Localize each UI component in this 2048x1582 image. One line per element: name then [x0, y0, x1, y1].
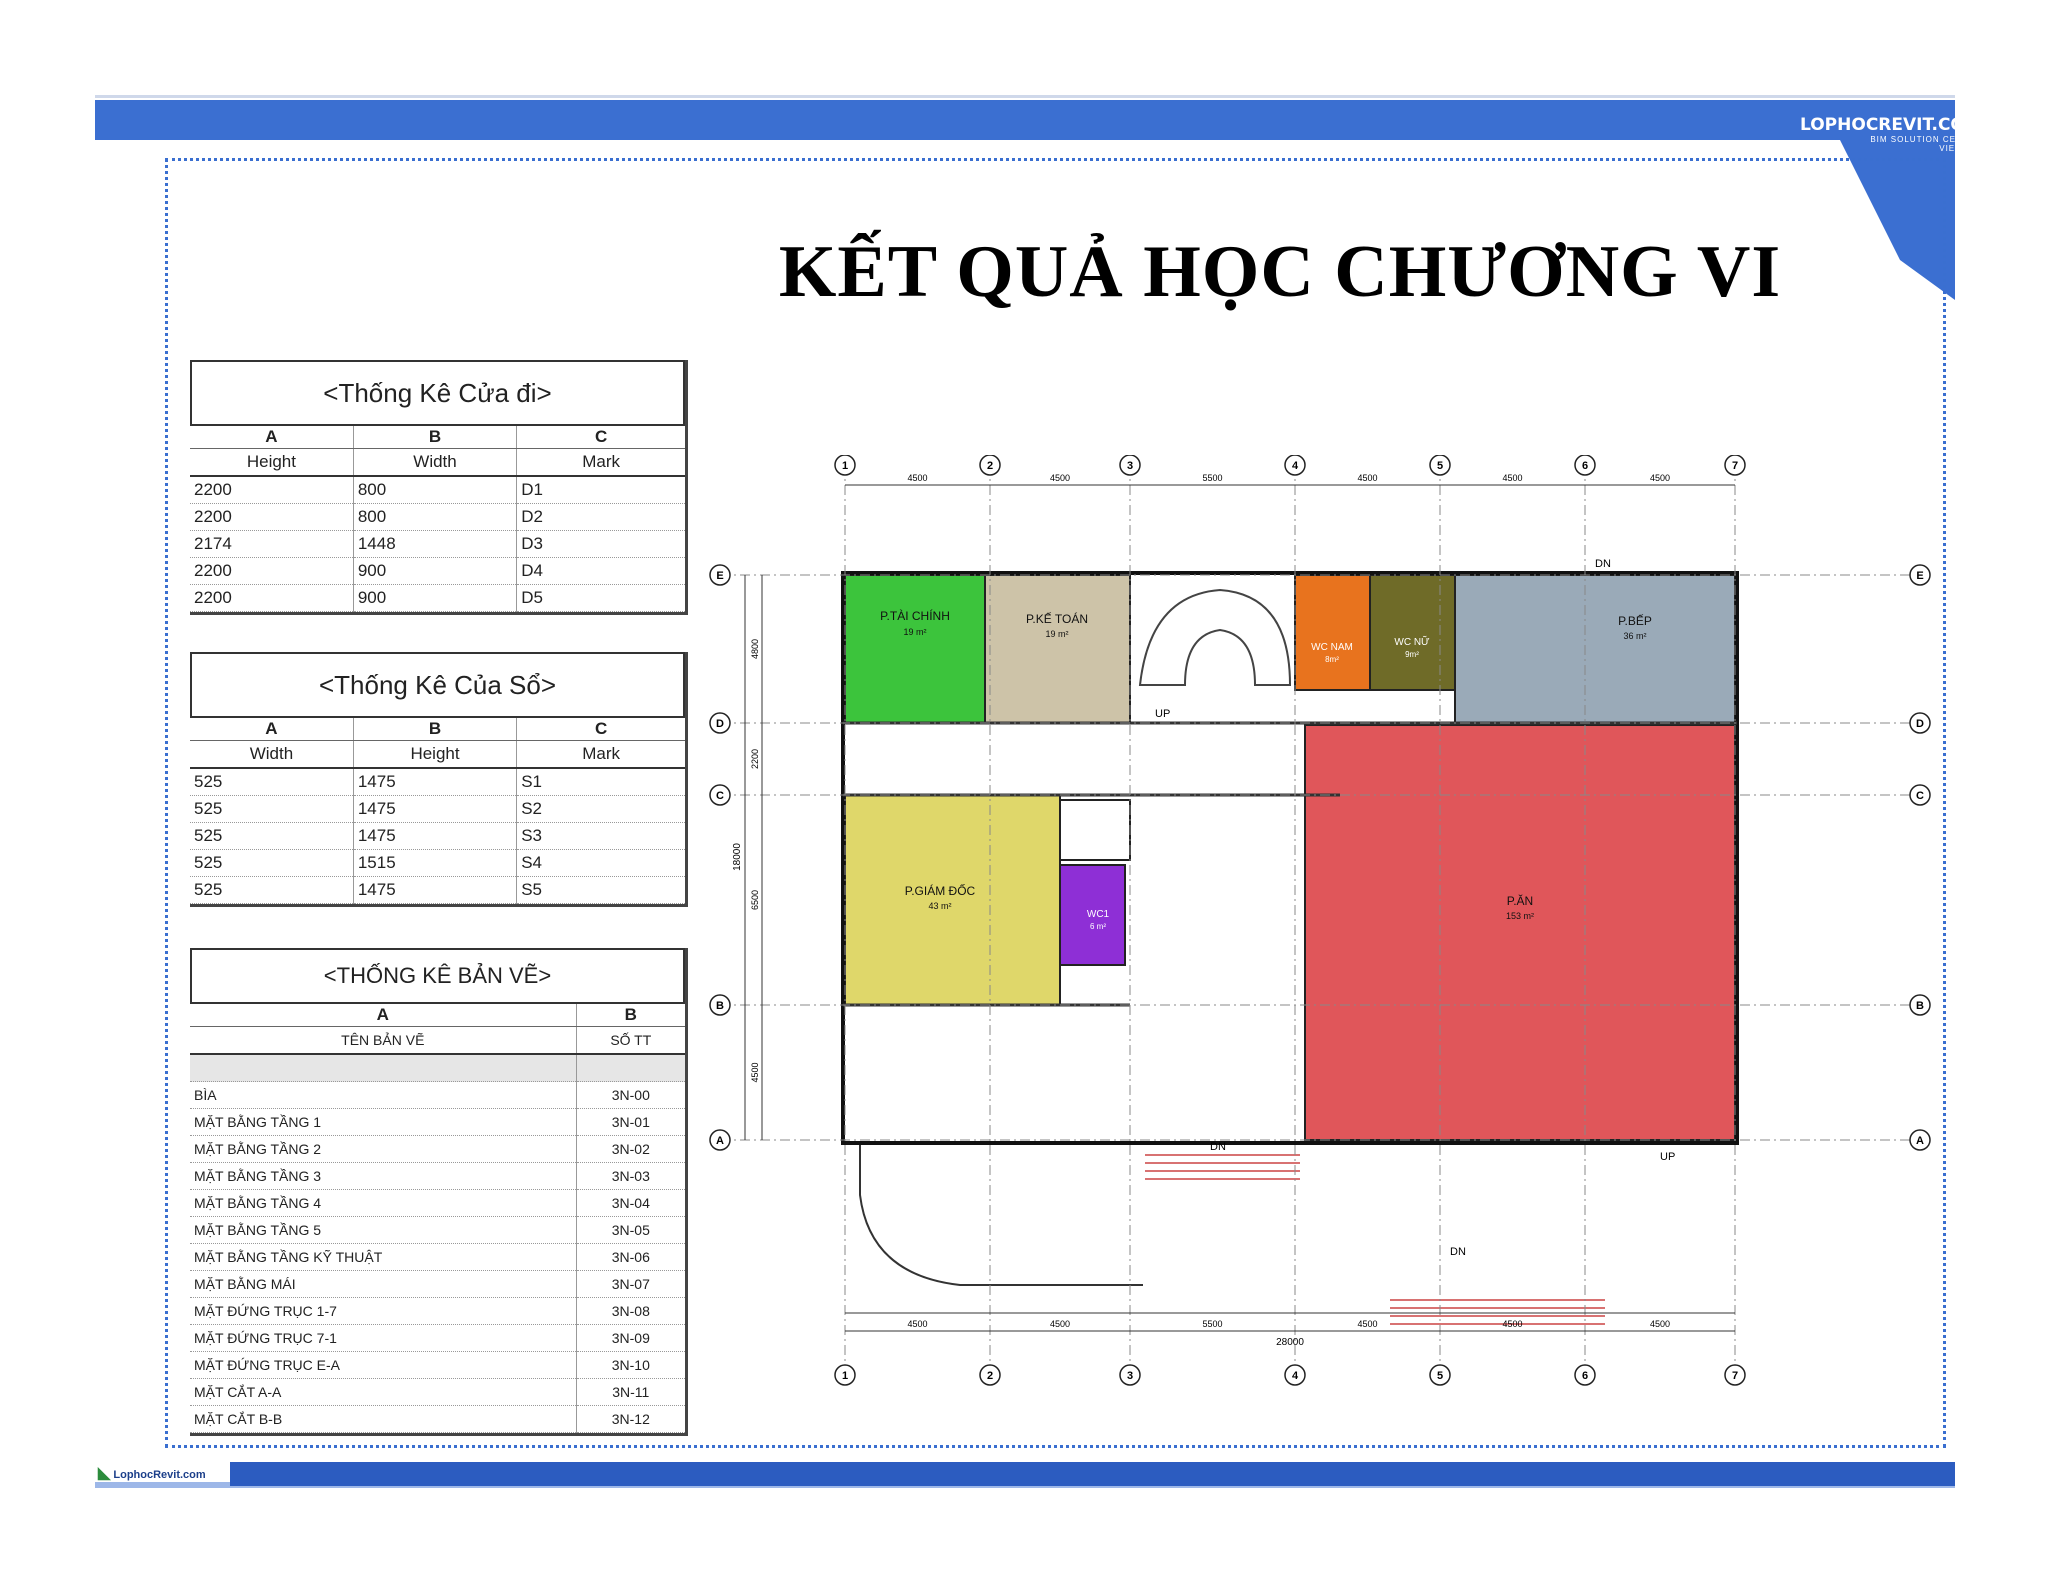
- room-ke-toan-name: P.KẾ TOÁN: [1025, 612, 1089, 626]
- brand-country: VIETNAM: [1939, 144, 1982, 153]
- table-row: [190, 877, 685, 904]
- cell: D1: [517, 476, 685, 504]
- spacer-cell: [576, 1054, 685, 1082]
- cell: 3N-10: [576, 1352, 685, 1379]
- room-wc1-name: WC1: [1086, 909, 1110, 920]
- room-tai-chinh-area: 19 m²: [903, 627, 927, 637]
- table-row: [190, 850, 685, 877]
- brand-name: LOPHOCREVIT.COM: [1800, 115, 1982, 135]
- grid-label: D: [716, 718, 724, 730]
- dim-span-bottom: 4500: [907, 1319, 928, 1329]
- dim-span-left: 2200: [750, 748, 760, 770]
- header-band: [95, 100, 1955, 140]
- cell: 1475: [353, 877, 516, 904]
- door-schedule: [190, 360, 688, 615]
- cell: 3N-09: [576, 1325, 685, 1352]
- cell: D2: [517, 504, 685, 531]
- cell: 900: [353, 585, 516, 612]
- table-row: [190, 558, 685, 585]
- room-wc-nu-name: WC NỮ: [1394, 637, 1430, 648]
- cell: 3N-01: [576, 1109, 685, 1136]
- grid-label: 5: [1436, 1370, 1444, 1382]
- col-letter: A: [190, 1004, 576, 1027]
- cell: 3N-04: [576, 1190, 685, 1217]
- dim-span-top: 4500: [907, 473, 928, 483]
- cell: 1515: [353, 850, 516, 877]
- dim-span-left: 4500: [750, 1062, 760, 1083]
- table-row: [190, 768, 685, 796]
- grid-label: 3: [1126, 1370, 1134, 1382]
- grid-label: 7: [1731, 460, 1739, 472]
- table-row: [190, 1190, 685, 1217]
- grid-label: B: [716, 1000, 724, 1012]
- spacer-cell: [190, 1054, 576, 1082]
- table-row: [190, 1244, 685, 1271]
- logo-icon: ◣: [98, 1465, 111, 1482]
- dim-total-height: 18000: [732, 843, 743, 871]
- column-header: SỐ TT: [576, 1027, 685, 1055]
- cell: MẶT BẰNG TẦNG 1: [190, 1109, 576, 1136]
- room-wc-nam-fill: [1295, 575, 1370, 690]
- grid-label: 4: [1291, 460, 1299, 472]
- grid-label: B: [1916, 1000, 1924, 1012]
- table-row: [190, 1325, 685, 1352]
- room-giam-doc-area: 43 m²: [928, 901, 952, 911]
- room-wc-nu-fill: [1370, 575, 1455, 690]
- grid-label: E: [1916, 570, 1924, 582]
- room-wc-nu-area: 9m²: [1405, 650, 1419, 659]
- table-row: [190, 585, 685, 612]
- brand-subtitle: BIM SOLUTION CENTER: [1870, 135, 1982, 144]
- cell: MẶT BẰNG TẦNG 4: [190, 1190, 576, 1217]
- cell: D3: [517, 531, 685, 558]
- col-letter: B: [576, 1004, 685, 1027]
- dim-span-top: 5500: [1202, 473, 1223, 483]
- col-letter: C: [517, 718, 685, 741]
- cell: 3N-02: [576, 1136, 685, 1163]
- column-header: Width: [353, 449, 516, 477]
- room-bep-fill: [1455, 575, 1735, 723]
- cell: MẶT ĐỨNG TRỤC 7-1: [190, 1325, 576, 1352]
- room-an-name: P.ĂN: [1506, 894, 1534, 908]
- grid-label: 6: [1581, 1370, 1589, 1382]
- cell: 525: [190, 796, 353, 823]
- room-bep-name: P.BẾP: [1618, 614, 1652, 628]
- cell: 525: [190, 823, 353, 850]
- table-row: [190, 504, 685, 531]
- col-letter: B: [353, 426, 516, 449]
- table-row: [190, 1271, 685, 1298]
- cell: 2200: [190, 476, 353, 504]
- cell: 900: [353, 558, 516, 585]
- cell: S5: [517, 877, 685, 904]
- dim-span-left: 6500: [750, 889, 760, 911]
- dim-span-top: 4500: [1357, 473, 1378, 483]
- elevator-core: [1060, 800, 1130, 860]
- cell: MẶT BẰNG TẦNG 5: [190, 1217, 576, 1244]
- cell: D5: [517, 585, 685, 612]
- brand-logo: [1800, 115, 1982, 153]
- grid-label: 1: [841, 460, 849, 472]
- room-an-area: 153 m²: [1505, 911, 1535, 921]
- dim-span-top: 4500: [1049, 473, 1071, 483]
- cell: 2200: [190, 558, 353, 585]
- cell: 1475: [353, 768, 516, 796]
- table-row: [190, 1406, 685, 1433]
- terrace-curve: [860, 1145, 1143, 1285]
- grid-label: D: [1916, 718, 1924, 730]
- cell: 800: [353, 504, 516, 531]
- table-row: [190, 1109, 685, 1136]
- entry-steps: [1145, 1155, 1605, 1324]
- cell: BÌA: [190, 1082, 576, 1109]
- room-tai-chinh-fill: [845, 575, 985, 723]
- dim-span-top: 4500: [1649, 473, 1671, 483]
- column-header: Width: [190, 741, 353, 769]
- cell: 3N-11: [576, 1379, 685, 1406]
- table-row: [190, 1217, 685, 1244]
- window-schedule-table: [190, 718, 685, 904]
- table-row: [190, 531, 685, 558]
- cell: 3N-03: [576, 1163, 685, 1190]
- cell: MẶT CẮT B-B: [190, 1406, 576, 1433]
- col-letter: C: [517, 426, 685, 449]
- cell: 1475: [353, 796, 516, 823]
- grid-label: 6: [1581, 460, 1589, 472]
- grid-label: 4: [1291, 1370, 1299, 1382]
- cell: MẶT ĐỨNG TRỤC 1-7: [190, 1298, 576, 1325]
- grid-label: 7: [1731, 1370, 1739, 1382]
- col-letter: A: [190, 718, 353, 741]
- cell: MẶT CẮT A-A: [190, 1379, 576, 1406]
- dim-total-width: 28000: [1276, 1337, 1304, 1348]
- grid-label: C: [1916, 790, 1924, 802]
- room-giam-doc-name: P.GIÁM ĐỐC: [904, 884, 976, 898]
- room-ke-toan-fill: [985, 575, 1130, 723]
- col-letter: B: [353, 718, 516, 741]
- dim-span-bottom: 4500: [1049, 1319, 1071, 1329]
- column-header: Height: [353, 741, 516, 769]
- cell: 525: [190, 850, 353, 877]
- cell: 1475: [353, 823, 516, 850]
- dim-span-bottom: 4500: [1357, 1319, 1378, 1329]
- grid-label: 2: [986, 460, 994, 472]
- footer-brand: LophocRevit.com: [113, 1469, 206, 1481]
- label-dn-main: DN: [1210, 1141, 1226, 1153]
- table-row: [190, 823, 685, 850]
- grid-label: E: [716, 570, 724, 582]
- room-wc1-area: 6 m²: [1090, 922, 1106, 931]
- footer-logo: [98, 1463, 206, 1483]
- label-dn-kitchen: DN: [1595, 558, 1611, 570]
- dim-span-bottom: 4500: [1502, 1319, 1523, 1329]
- room-bep-area: 36 m²: [1623, 631, 1647, 641]
- grid-label: 5: [1436, 460, 1444, 472]
- dim-span-bottom: 4500: [1649, 1319, 1671, 1329]
- cell: 800: [353, 476, 516, 504]
- sheet-schedule: [190, 948, 688, 1436]
- dim-span-bottom: 5500: [1202, 1319, 1223, 1329]
- floor-plan: [700, 455, 1940, 1405]
- window-schedule-title: <Thống Kê Của Sổ>: [190, 652, 685, 718]
- room-an-fill: [1305, 725, 1735, 1140]
- cell: 525: [190, 877, 353, 904]
- label-dn-side: DN: [1450, 1246, 1466, 1258]
- dim-span-left: 4800: [750, 638, 760, 660]
- room-wc-nam-name: WC NAM: [1311, 642, 1353, 653]
- cell: 3N-08: [576, 1298, 685, 1325]
- column-header: TÊN BẢN VẼ: [190, 1027, 576, 1055]
- label-up-side: UP: [1660, 1151, 1676, 1163]
- spiral-stair: [1140, 590, 1290, 685]
- cell: 2200: [190, 585, 353, 612]
- cell: MẶT BẰNG MÁI: [190, 1271, 576, 1298]
- room-giam-doc-fill: [845, 795, 1060, 1005]
- cell: 3N-12: [576, 1406, 685, 1433]
- room-wc-nam-area: 8m²: [1325, 655, 1339, 664]
- dim-span-top: 4500: [1502, 473, 1523, 483]
- cell: 1448: [353, 531, 516, 558]
- window-schedule: [190, 652, 688, 907]
- table-row: [190, 1163, 685, 1190]
- column-header: Height: [190, 449, 353, 477]
- cell: 2200: [190, 504, 353, 531]
- label-up-stair: UP: [1155, 708, 1171, 720]
- cell: D4: [517, 558, 685, 585]
- room-tai-chinh-name: P.TÀI CHÍNH: [880, 609, 950, 623]
- cell: 3N-07: [576, 1271, 685, 1298]
- table-row: [190, 1379, 685, 1406]
- room-ke-toan-area: 19 m²: [1045, 629, 1069, 639]
- table-row: [190, 1082, 685, 1109]
- cell: S3: [517, 823, 685, 850]
- cell: 2174: [190, 531, 353, 558]
- door-schedule-title: <Thống Kê Cửa đi>: [190, 360, 685, 426]
- grid-label: 1: [841, 1370, 849, 1382]
- cell: 3N-06: [576, 1244, 685, 1271]
- footer-band: [230, 1462, 1955, 1486]
- cell: 3N-00: [576, 1082, 685, 1109]
- cell: MẶT BẰNG TẦNG KỸ THUẬT: [190, 1244, 576, 1271]
- grid-label: 3: [1126, 460, 1134, 472]
- table-row: [190, 1298, 685, 1325]
- table-row: [190, 796, 685, 823]
- cell: S1: [517, 768, 685, 796]
- col-letter: A: [190, 426, 353, 449]
- grid-label: A: [716, 1135, 724, 1147]
- table-row: [190, 1352, 685, 1379]
- cell: S4: [517, 850, 685, 877]
- grid-label: 2: [986, 1370, 994, 1382]
- cell: MẶT BẰNG TẦNG 3: [190, 1163, 576, 1190]
- header-top-line: [95, 95, 1955, 98]
- page-title: KẾT QUẢ HỌC CHƯƠNG VI: [778, 231, 1782, 313]
- cell: S2: [517, 796, 685, 823]
- door-schedule-table: [190, 426, 685, 612]
- table-row: [190, 476, 685, 504]
- cell: MẶT ĐỨNG TRỤC E-A: [190, 1352, 576, 1379]
- table-row: [190, 1136, 685, 1163]
- cell: 3N-05: [576, 1217, 685, 1244]
- cell: MẶT BẰNG TẦNG 2: [190, 1136, 576, 1163]
- grid-label: A: [1916, 1135, 1924, 1147]
- grid-label: C: [716, 790, 724, 802]
- sheet-schedule-title: <THỐNG KÊ BẢN VẼ>: [190, 948, 685, 1004]
- column-header: Mark: [517, 741, 685, 769]
- column-header: Mark: [517, 449, 685, 477]
- sheet-schedule-table: [190, 1004, 685, 1433]
- cell: 525: [190, 768, 353, 796]
